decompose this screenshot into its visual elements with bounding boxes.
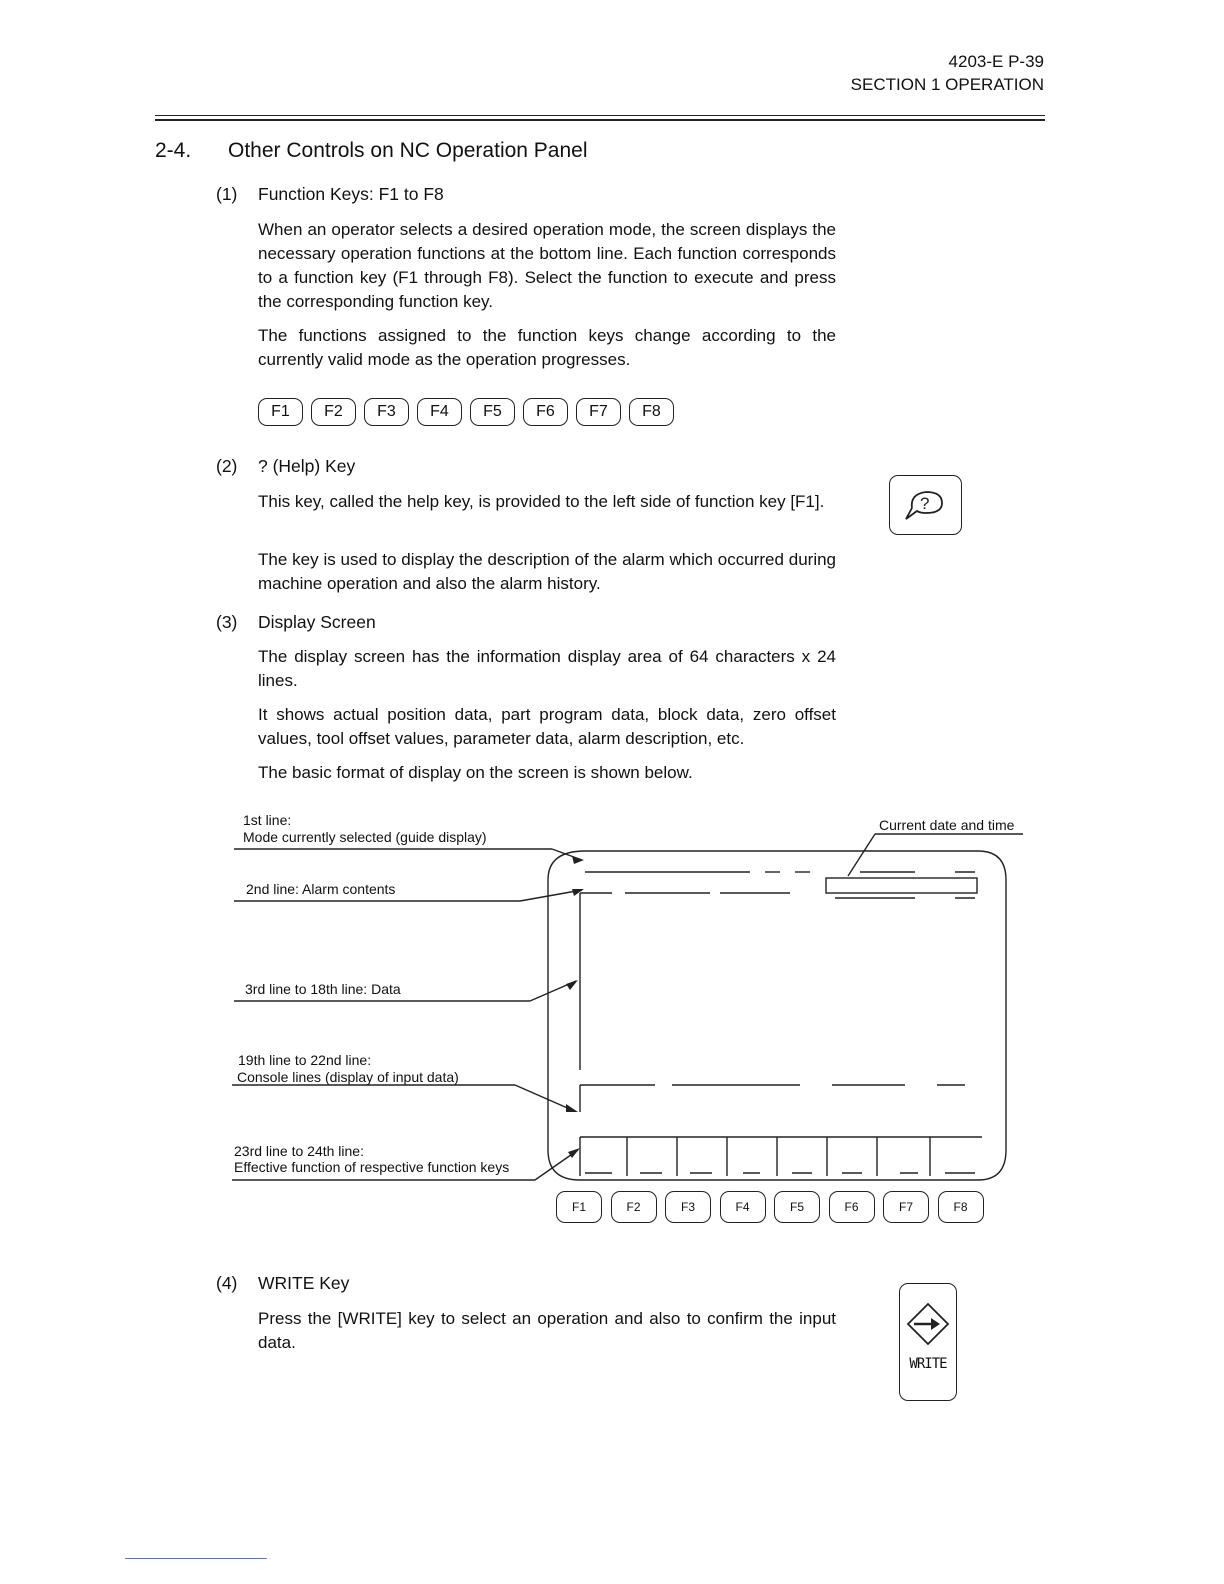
item-3-title: Display Screen <box>258 612 376 632</box>
item-1-title: Function Keys: F1 to F8 <box>258 184 444 204</box>
label-line23-desc: Effective function of respective function keys <box>234 1159 510 1175</box>
screen-function-key-row <box>556 1191 984 1223</box>
item-3-paragraph-1: The display screen has the information display area of 64 characters x 24 lines. <box>258 647 836 690</box>
function-key-f3[interactable]: F3 <box>364 398 409 426</box>
item-3-number: (3) <box>216 612 238 632</box>
label-line19-desc: Console lines (display of input data) <box>237 1069 459 1085</box>
screen-key-f5[interactable]: F5 <box>774 1191 820 1223</box>
label-line23-title: 23rd line to 24th line: <box>234 1143 364 1159</box>
item-3-paragraph-3: The basic format of display on the screen is shown below. <box>258 763 693 782</box>
label-line19-title: 19th line to 22nd line: <box>238 1052 372 1068</box>
item-1-paragraph-1: When an operator selects a desired operation mode, the screen displays the necessary operation functions at the bottom line. Each function corresponds to a function key (F1 through F8). Select the function to execute and press the corresponding function key. <box>258 220 836 311</box>
section-number: 2-4. <box>155 139 192 162</box>
item-2-title: ? (Help) Key <box>258 456 356 476</box>
item-1-number: (1) <box>216 184 238 204</box>
screen-key-f8[interactable]: F8 <box>938 1191 984 1223</box>
label-line1-title: 1st line: <box>243 812 292 828</box>
item-4-paragraph-1: Press the [WRITE] key to select an operation and also to confirm the input data. <box>258 1309 836 1352</box>
screen-key-f1[interactable]: F1 <box>556 1191 602 1223</box>
function-key-f2[interactable]: F2 <box>311 398 356 426</box>
item-2-paragraph-1: This key, called the help key, is provided to the left side of function key [F1]. <box>258 492 825 511</box>
label-line2: 2nd line: Alarm contents <box>246 881 396 897</box>
function-key-f8[interactable]: F8 <box>629 398 674 426</box>
document-id: 4203-E P-39 <box>948 52 1044 71</box>
write-arrow-icon <box>900 1284 956 1354</box>
item-4-number: (4) <box>216 1273 238 1293</box>
screen-key-f3[interactable]: F3 <box>665 1191 711 1223</box>
section-title: Other Controls on NC Operation Panel <box>228 139 588 162</box>
screen-key-f7[interactable]: F7 <box>883 1191 929 1223</box>
screen-key-f2[interactable]: F2 <box>611 1191 657 1223</box>
svg-text:?: ? <box>920 494 930 513</box>
item-4-title: WRITE Key <box>258 1273 350 1293</box>
function-key-f5[interactable]: F5 <box>470 398 515 426</box>
item-3-paragraph-2: It shows actual position data, part program data, block data, zero offset values, tool offset values, parameter data, alarm description, etc. <box>258 705 836 748</box>
date-time-box <box>826 878 977 893</box>
item-2-paragraph-2: The key is used to display the description of the alarm which occurred during machine operation and also the alarm history. <box>258 550 836 593</box>
label-line1-desc: Mode currently selected (guide display) <box>243 829 487 845</box>
label-date-time: Current date and time <box>879 817 1015 833</box>
screen-key-f4[interactable]: F4 <box>720 1191 766 1223</box>
write-key[interactable] <box>899 1283 957 1401</box>
function-key-f7[interactable]: F7 <box>576 398 621 426</box>
section-header: SECTION 1 OPERATION <box>850 75 1044 94</box>
function-key-f6[interactable]: F6 <box>523 398 568 426</box>
screen-key-f6[interactable]: F6 <box>829 1191 875 1223</box>
screen-outline <box>548 851 1006 1180</box>
item-2-number: (2) <box>216 456 238 476</box>
footer-line <box>125 1558 267 1559</box>
item-1-paragraph-2: The functions assigned to the function keys change according to the currently valid mode as the operation progresses. <box>258 326 836 369</box>
function-key-f1[interactable]: F1 <box>258 398 303 426</box>
write-key-label: WRITE <box>909 1356 947 1372</box>
function-key-f4[interactable]: F4 <box>417 398 462 426</box>
label-line3-18: 3rd line to 18th line: Data <box>245 981 401 997</box>
